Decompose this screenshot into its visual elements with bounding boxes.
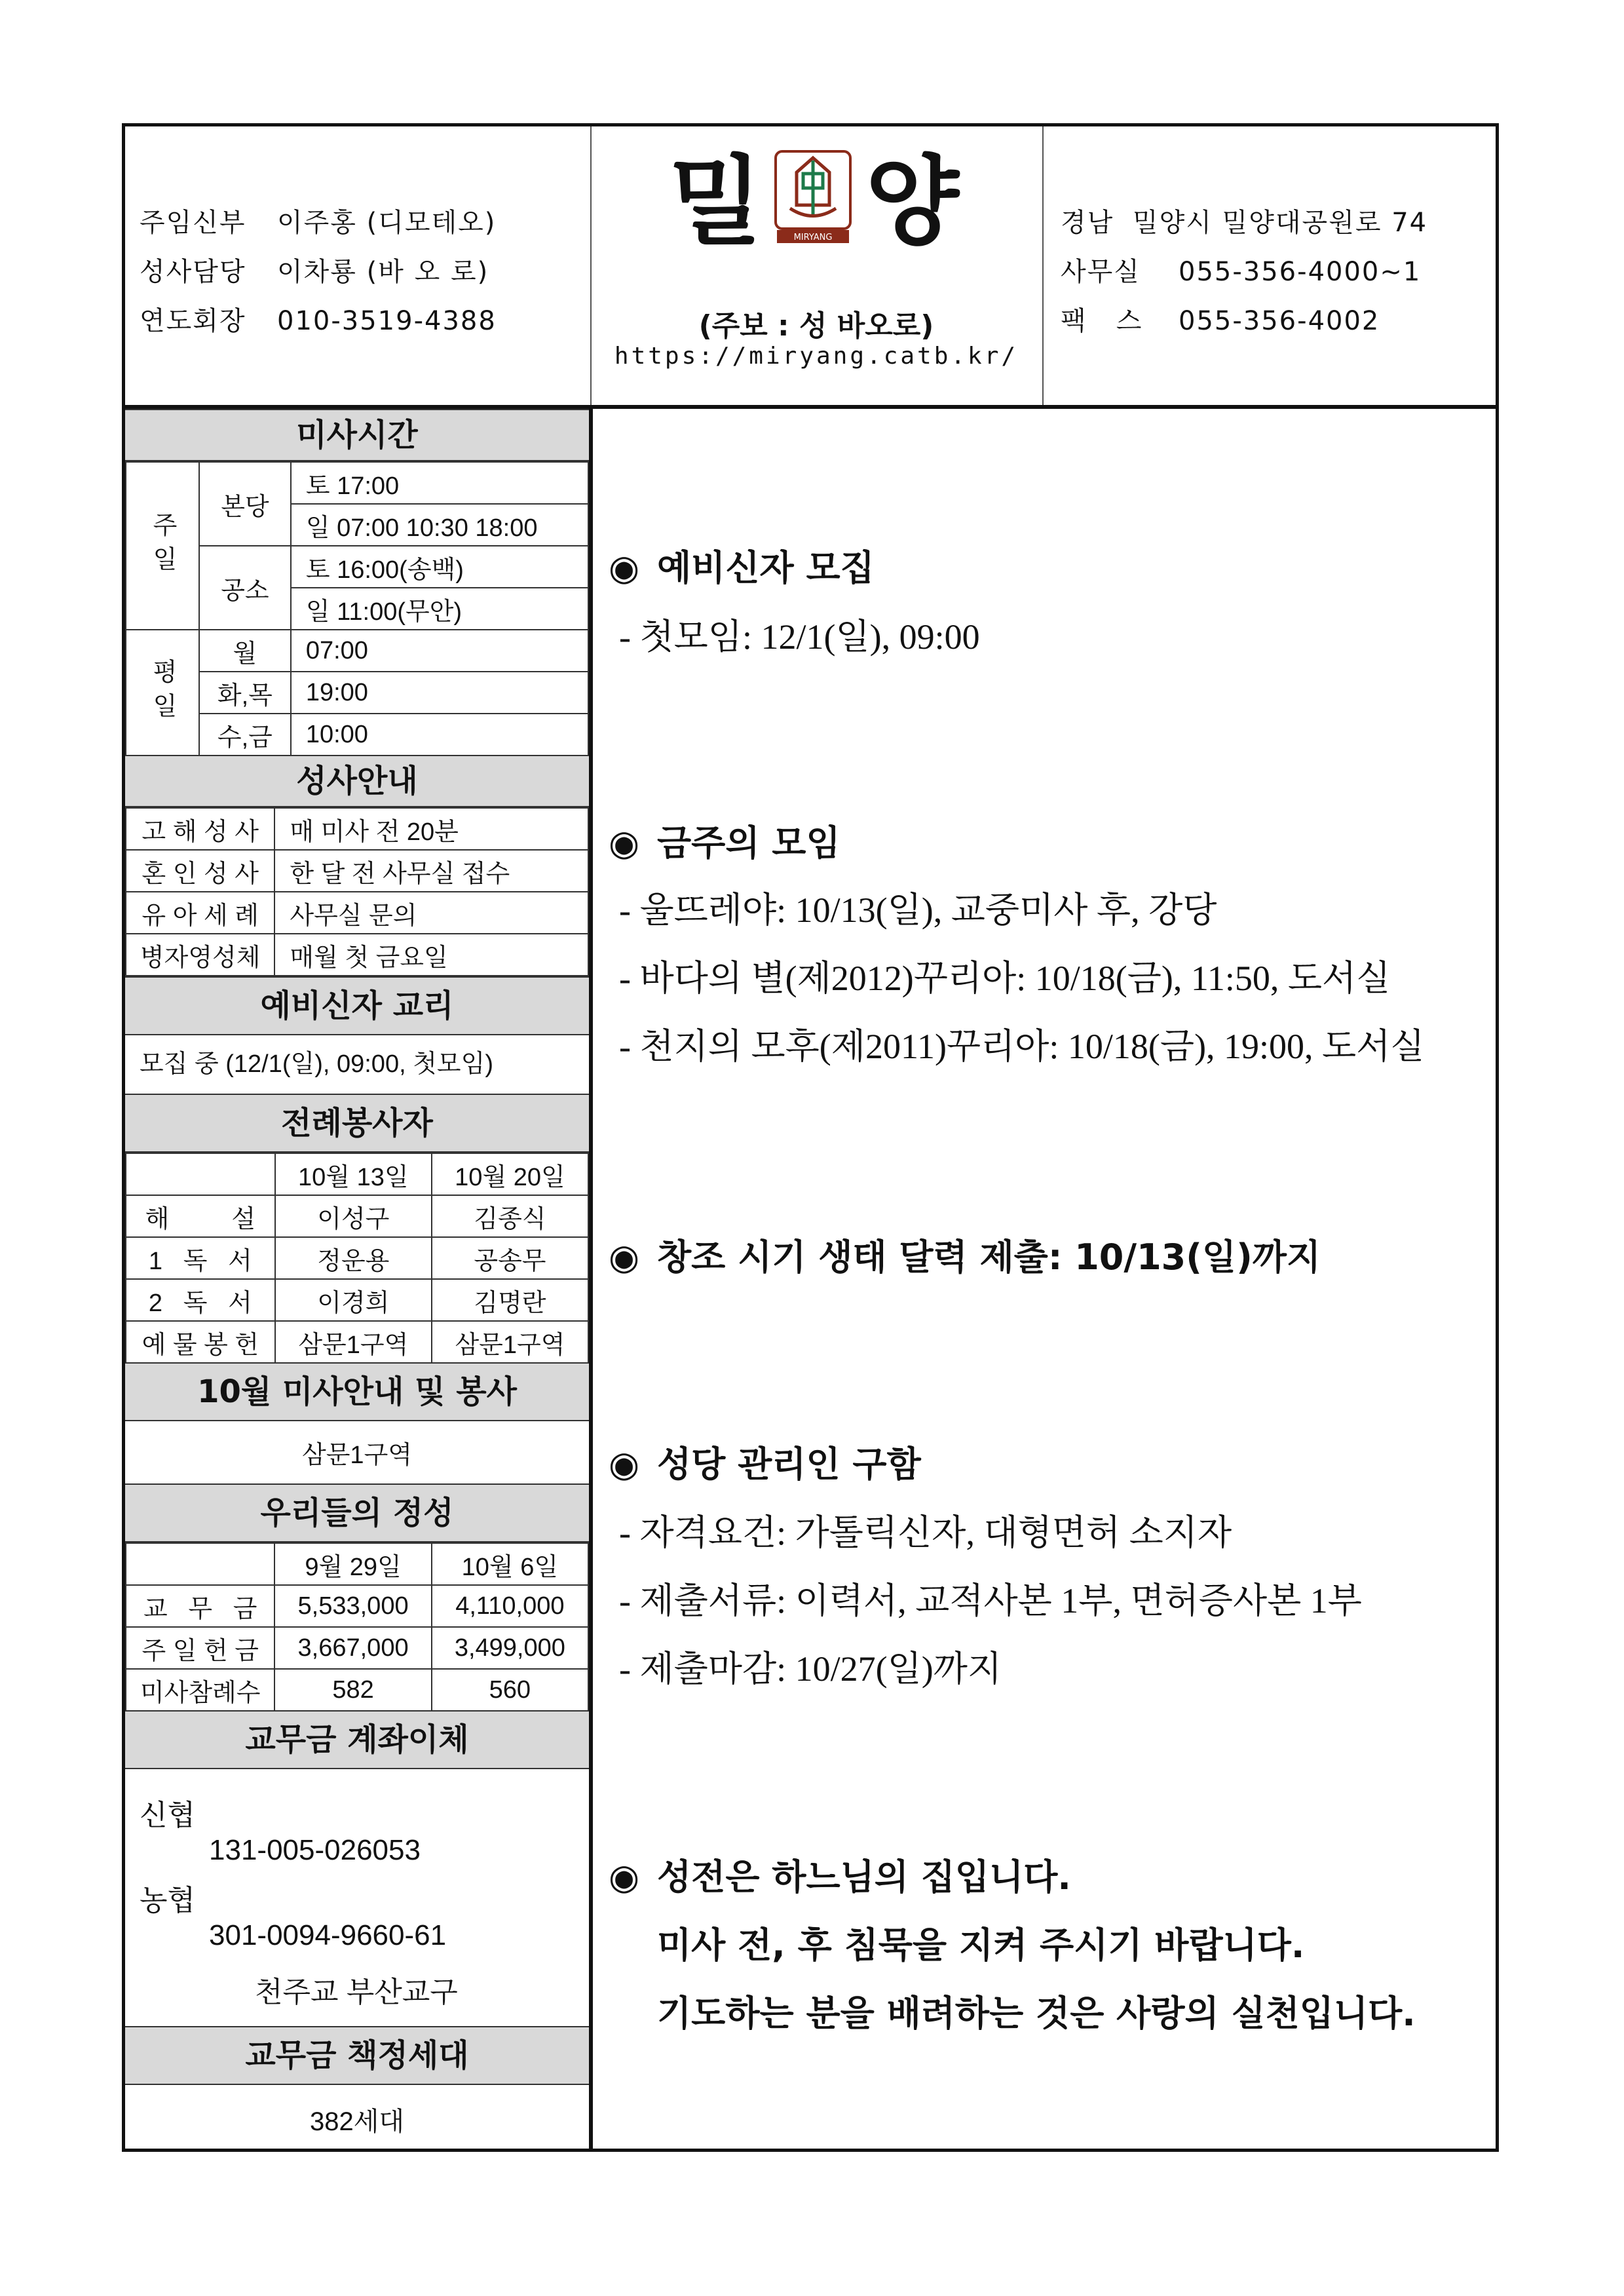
header-address: [1042, 126, 1496, 405]
sacrament-info: 사무실 문의: [274, 892, 588, 934]
notice-meetings-title: ◉ 금주의 모임: [609, 822, 840, 864]
mass-times-heading: 미사시간: [125, 409, 589, 461]
transfer-heading: 교무금 계좌이체: [125, 1710, 589, 1769]
address-row: 경남 밀양시 밀양대공원로 74: [1061, 208, 1428, 238]
notice-caretaker-title: ◉ 성당 관리인 구함: [609, 1444, 921, 1485]
offering-value: 3,499,000: [432, 1627, 588, 1669]
weekday-day: 화,목: [199, 672, 291, 714]
minister-date: 10월 20일: [432, 1153, 588, 1195]
bank2-name: 농협: [140, 1885, 196, 1917]
minister-name: 김명란: [432, 1279, 588, 1321]
sacrament-name: 병자영성체: [126, 934, 274, 976]
main-church-label: 본당: [199, 462, 291, 546]
notice-line: - 첫모임: 12/1(일), 09:00: [619, 617, 980, 657]
minister-role: 2 독 서: [126, 1279, 275, 1321]
minister-role: 예 물 봉 헌: [126, 1321, 275, 1363]
minister-name: 정운용: [275, 1237, 432, 1279]
offering-value: 5,533,000: [274, 1585, 431, 1627]
bulletin-subtitle: (주보 : 성 바오로): [698, 309, 934, 343]
bank1-name: 신협: [140, 1799, 196, 1831]
weekday-time: 19:00: [291, 672, 588, 714]
title-first-char: 밀: [669, 145, 763, 258]
council-chair-row: 연도회장 010-3519-4388: [140, 306, 497, 336]
offering-name: 미사참례수: [126, 1669, 274, 1711]
weekday-time: 07:00: [291, 630, 588, 672]
account-holder: 천주교 부산교구: [255, 1976, 458, 2008]
priest-row: 주임신부 이주홍 (디모테오): [140, 208, 497, 238]
parish-logo-icon: [764, 146, 862, 244]
notice-line: - 자격요건: 가톨릭신자, 대형면허 소지자: [619, 1513, 1232, 1552]
mission-label: 공소: [199, 546, 291, 630]
offerings-heading: 우리들의 정성: [125, 1483, 589, 1542]
header: [125, 126, 1496, 409]
sacrament-name: 고 해 성 사: [126, 808, 274, 850]
minister-name: 이성구: [275, 1195, 432, 1237]
weekday-day: 수,금: [199, 714, 291, 756]
october-text: 삼문1구역: [302, 1442, 412, 1469]
offering-date: 9월 29일: [274, 1543, 431, 1585]
info-column: [125, 409, 593, 2149]
bullet-icon: ◉: [609, 547, 640, 588]
ministers-heading: 전례봉사자: [125, 1094, 589, 1153]
offering-value: 582: [274, 1669, 431, 1711]
mission-sunday-time: 일 11:00(무안): [291, 588, 588, 630]
notice-catechumen-title: ◉ 예비신자 모집: [609, 547, 875, 588]
fax-row: 팩 스 055-356-4002: [1061, 306, 1380, 336]
main-saturday-time: 토 17:00: [291, 462, 588, 504]
weekday-time: 10:00: [291, 714, 588, 756]
minister-name: 삼문1구역: [432, 1321, 588, 1363]
bulletin-frame: [122, 123, 1499, 2152]
minister-role: 1 독 서: [126, 1237, 275, 1279]
october-heading: 10월 미사안내 및 봉사: [125, 1362, 589, 1421]
notice-line: - 울뜨레야: 10/13(일), 교중미사 후, 강당: [619, 890, 1217, 930]
notice-line: - 천지의 모후(제2011)꾸리아: 10/18(금), 19:00, 도서실: [619, 1027, 1425, 1066]
sacrament-info: 매 미사 전 20분: [274, 808, 588, 850]
offering-date: 10월 6일: [432, 1543, 588, 1585]
ministers-table: [125, 1153, 589, 1364]
sacrament-officer-row: 성사담당 이차룡 (바 오 로): [140, 257, 489, 287]
offerings-table: [125, 1542, 589, 1712]
notices-column: [593, 409, 1496, 2149]
notice-line: - 제출서류: 이력서, 교적사본 1부, 면허증사본 1부: [619, 1581, 1362, 1620]
sacraments-heading: 성사안내: [125, 755, 589, 807]
notice-line: - 제출마감: 10/27(일)까지: [619, 1649, 1002, 1689]
bullet-icon: ◉: [609, 1444, 640, 1485]
notice-silence-title: ◉ 성전은 하느님의 집입니다.: [609, 1856, 1071, 1898]
notice-line: - 바다의 별(제2012)꾸리아: 10/18(금), 11:50, 도서실: [619, 959, 1391, 998]
bullet-icon: ◉: [609, 822, 640, 864]
minister-date: 10월 13일: [275, 1153, 432, 1195]
mass-times-table: [125, 461, 589, 756]
minister-name: 공송무: [432, 1237, 588, 1279]
parish-url[interactable]: https://miryang.catb.kr/: [614, 343, 1019, 370]
weekday-day: 월: [199, 630, 291, 672]
offering-value: 3,667,000: [274, 1627, 431, 1669]
bank1-account: 131-005-026053: [209, 1834, 421, 1866]
title-second-char: 양: [865, 145, 959, 258]
mission-saturday-time: 토 16:00(송백): [291, 546, 588, 588]
bullet-icon: ◉: [609, 1856, 640, 1898]
catechumen-text: 모집 중 (12/1(일), 09:00, 첫모임): [140, 1050, 493, 1078]
sacrament-name: 혼 인 성 사: [126, 850, 274, 892]
households-text: 382세대: [309, 2107, 405, 2136]
sacrament-name: 유 아 세 례: [126, 892, 274, 934]
bank2-account: 301-0094-9660-61: [209, 1919, 447, 1951]
minister-name: 삼문1구역: [275, 1321, 432, 1363]
notice-silence-line: 미사 전, 후 침묵을 지켜 주시기 바랍니다.: [657, 1924, 1305, 1966]
main-sunday-time: 일 07:00 10:30 18:00: [291, 504, 588, 546]
offering-name: 교 무 금: [126, 1585, 274, 1627]
office-phone-row: 사무실 055-356-4000~1: [1061, 257, 1422, 287]
minister-name: 김종식: [432, 1195, 588, 1237]
masthead: [590, 126, 1044, 405]
sunday-label: 주일: [126, 462, 199, 630]
sacrament-info: 매월 첫 금요일: [274, 934, 588, 976]
offering-name: 주 일 헌 금: [126, 1627, 274, 1669]
sacrament-info: 한 달 전 사무실 접수: [274, 850, 588, 892]
offering-value: 560: [432, 1669, 588, 1711]
svg-text:MIRYANG: MIRYANG: [793, 233, 833, 242]
minister-role: 해 설: [126, 1195, 275, 1237]
notice-silence-line: 기도하는 분을 배려하는 것은 사랑의 실천입니다.: [657, 1993, 1416, 2034]
minister-name: 이경희: [275, 1279, 432, 1321]
weekday-label: 평일: [126, 630, 199, 756]
catechumen-heading: 예비신자 교리: [125, 976, 589, 1035]
households-heading: 교무금 책정세대: [125, 2026, 589, 2085]
header-contacts: [125, 126, 592, 405]
bullet-icon: ◉: [609, 1236, 640, 1278]
notice-calendar-title: ◉ 창조 시기 생태 달력 제출: 10/13(일)까지: [609, 1236, 1321, 1278]
offering-value: 4,110,000: [432, 1585, 588, 1627]
sacraments-table: [125, 807, 589, 976]
